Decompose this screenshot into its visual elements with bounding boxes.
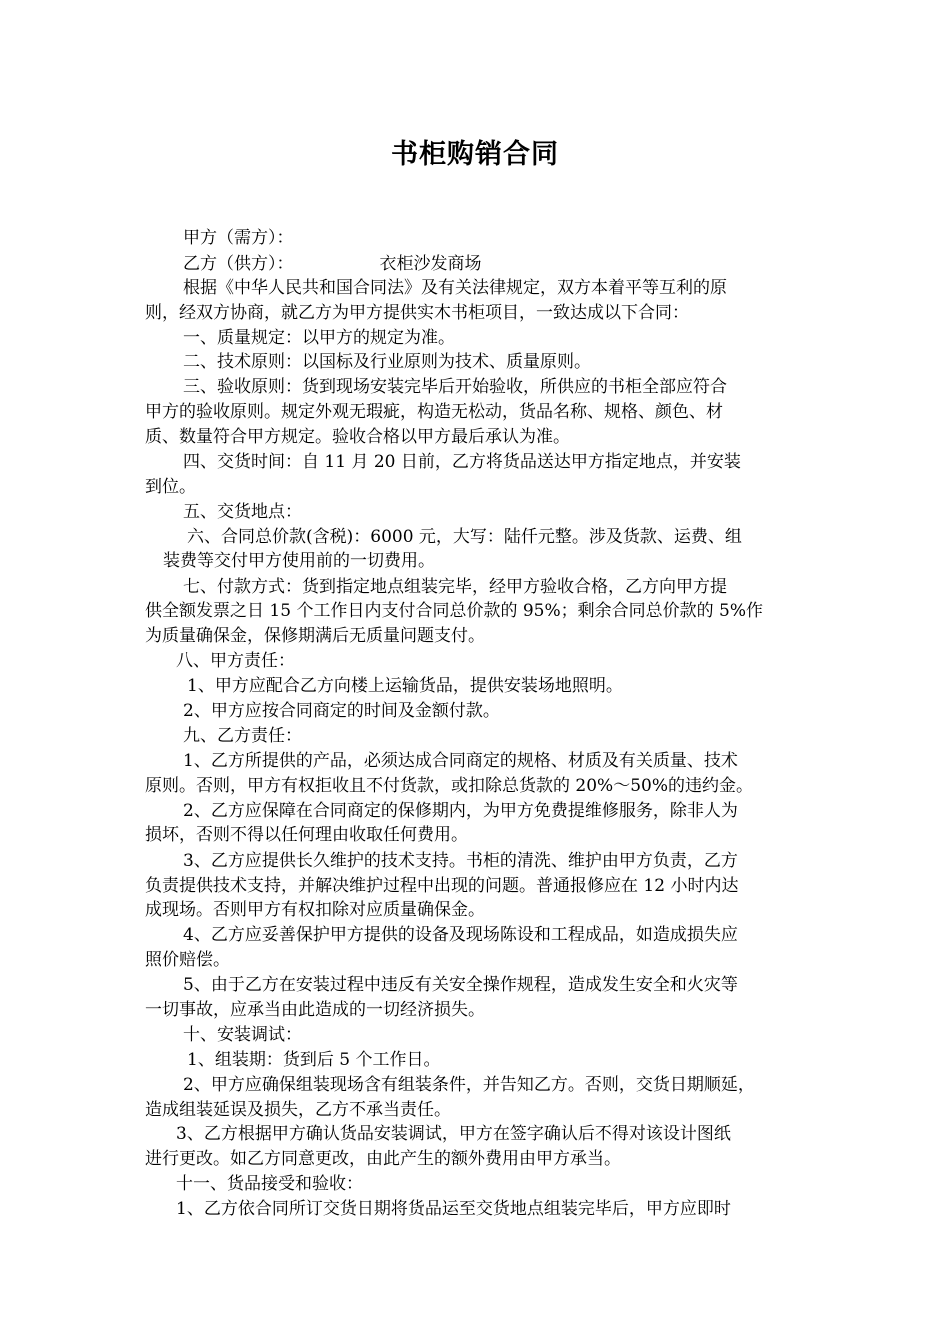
paragraph-line: 照价赔偿。	[145, 950, 230, 970]
paragraph-line: 2、甲方应按合同商定的时间及金额付款。	[183, 701, 500, 721]
paragraph-line: 三、验收原则：货到现场安装完毕后开始验收，所供应的书柜全部应符合	[183, 377, 727, 397]
paragraph-line: 1、甲方应配合乙方向楼上运输货品，提供安装场地照明。	[187, 676, 623, 696]
paragraph-line: 2、乙方应保障在合同商定的保修期内，为甲方免费提维修服务，除非人为	[183, 801, 738, 821]
paragraph-line: 七、付款方式：货到指定地点组装完毕，经甲方验收合格，乙方向甲方提	[183, 577, 727, 597]
paragraph-line: 进行更改。如乙方同意更改，由此产生的额外费用由甲方承当。	[145, 1149, 621, 1169]
party-b-name: 衣柜沙发商场	[379, 254, 482, 274]
paragraph-line: 3、乙方根据甲方确认货品安装调试，甲方在签字确认后不得对该设计图纸	[176, 1124, 731, 1144]
paragraph-line: 1、组装期：货到后 5 个工作日。	[187, 1050, 441, 1070]
paragraph-line: 二、技术原则：以国标及行业原则为技术、质量原则。	[183, 352, 591, 372]
document-title: 书柜购销合同	[391, 139, 559, 170]
paragraph-line: 质、数量符合甲方规定。验收合格以甲方最后承认为准。	[145, 427, 570, 447]
paragraph-line: 造成组装延误及损失，乙方不承当责任。	[145, 1100, 451, 1120]
paragraph-line: 六、合同总价款(含税)：6000 元，大写：陆仟元整。涉及货款、运费、组	[187, 527, 742, 547]
party-b-line	[183, 254, 482, 274]
paragraph-line: 负责提供技术支持，并解决维护过程中出现的问题。普通报修应在 12 小时内达	[145, 876, 739, 896]
paragraph-line: 甲方的验收原则。规定外观无瑕疵，构造无松动，货品名称、规格、颜色、材	[145, 402, 723, 422]
paragraph-line: 供全额发票之日 15 个工作日内支付合同总价款的 95%；剩余合同总价款的 5%作	[145, 601, 764, 621]
paragraph-line: 八、甲方责任：	[176, 651, 295, 671]
paragraph-line: 为质量确保金，保修期满后无质量问题支付。	[145, 626, 485, 646]
paragraph-line: 损坏，否则不得以任何理由收取任何费用。	[145, 825, 468, 845]
paragraph-line: 4、乙方应妥善保护甲方提供的设备及现场陈设和工程成品，如造成损失应	[183, 925, 738, 945]
paragraph-line: 2、甲方应确保组装现场含有组装条件，并告知乙方。否则，交货日期顺延，	[183, 1075, 755, 1095]
paragraph-line: 十一、货品接受和验收：	[176, 1174, 363, 1194]
paragraph-line: 1、乙方依合同所订交货日期将货品运至交货地点组装完毕后，甲方应即时	[176, 1199, 731, 1219]
paragraph-line: 四、交货时间：自 11 月 20 日前，乙方将货品送达甲方指定地点，并安装	[183, 452, 741, 472]
paragraph-line: 一切事故，应承当由此造成的一切经济损失。	[145, 1000, 485, 1020]
paragraph-line: 1、乙方所提供的产品，必须达成合同商定的规格、材质及有关质量、技术	[183, 751, 738, 771]
paragraph-line: 十、安装调试：	[183, 1025, 302, 1045]
paragraph-line: 一、质量规定：以甲方的规定为准。	[183, 328, 455, 348]
paragraph-line: 到位。	[145, 477, 196, 497]
party-b-label: 乙方（供方）：	[183, 254, 294, 274]
paragraph-line: 成现场。否则甲方有权扣除对应质量确保金。	[145, 900, 485, 920]
paragraph-line: 根据《中华人民共和国合同法》及有关法律规定，双方本着平等互利的原	[183, 278, 727, 298]
paragraph-line: 3、乙方应提供长久维护的技术支持。书柜的清洗、维护由甲方负责，乙方	[183, 851, 738, 871]
paragraph-line: 原则。否则，甲方有权拒收且不付货款，或扣除总货款的 20%～50%的违约金。	[145, 776, 753, 796]
paragraph-line: 五、交货地点：	[183, 502, 302, 522]
paragraph-line: 装费等交付甲方使用前的一切费用。	[163, 551, 435, 571]
party-a-line: 甲方（需方）：	[183, 228, 294, 248]
paragraph-line: 则，经双方协商，就乙方为甲方提供实木书柜项目，一致达成以下合同：	[145, 303, 689, 323]
paragraph-line: 九、乙方责任：	[183, 726, 302, 746]
paragraph-line: 5、由于乙方在安装过程中违反有关安全操作规程，造成发生安全和火灾等	[183, 975, 738, 995]
